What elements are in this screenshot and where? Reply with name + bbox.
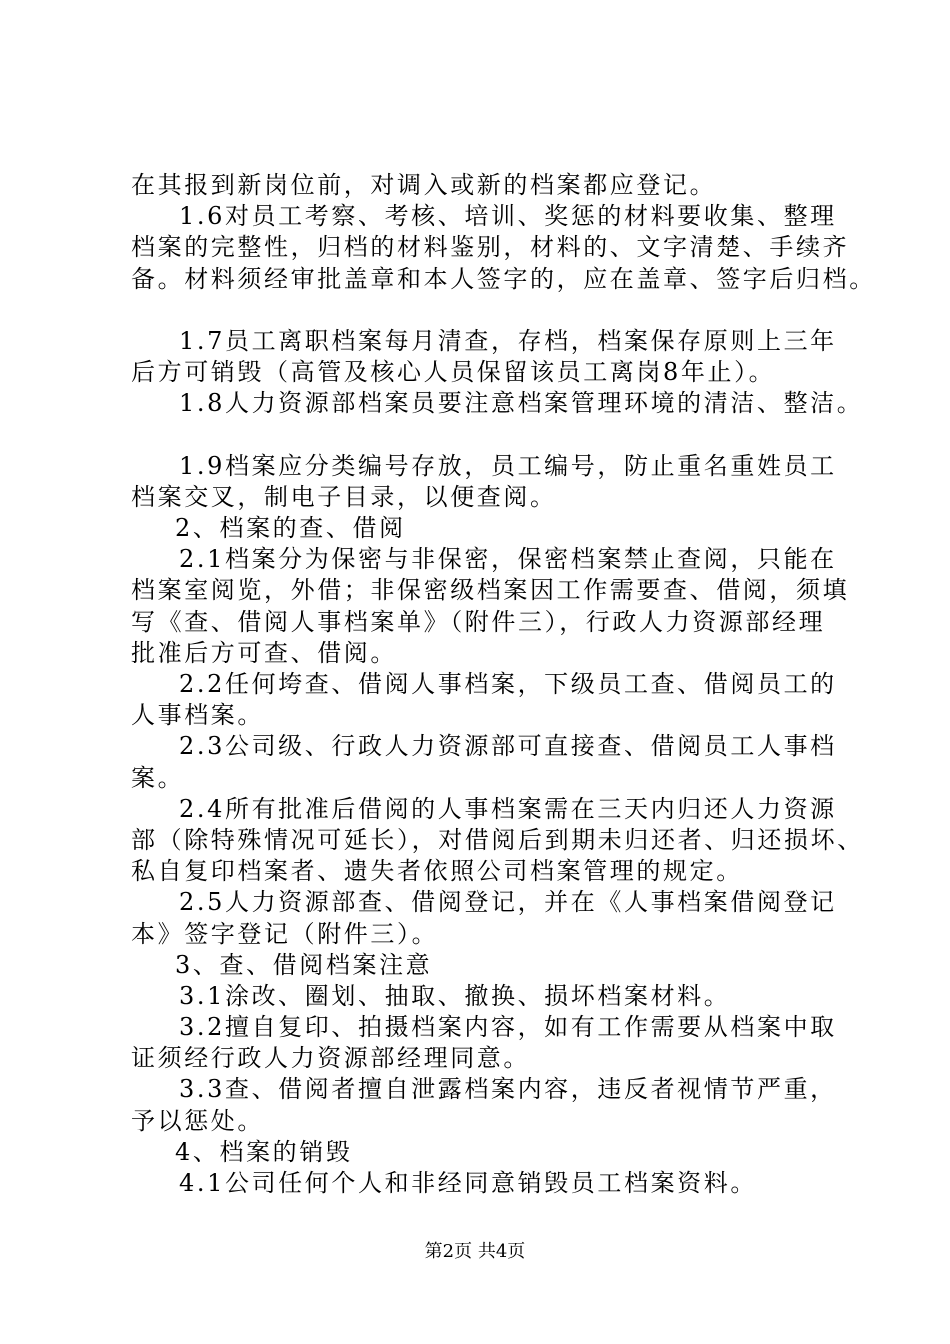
section-2-5: 2.5人力资源部查、借阅登记，并在《人事档案借阅登记: [179, 888, 837, 917]
text-line: 后方可销毁（高管及核心人员保留该员工离岗8年止）。: [131, 358, 776, 387]
text-line: 批准后方可查、借阅。: [131, 638, 397, 667]
section-1-7: 1.7员工离职档案每月清查，存档，档案保存原则上三年: [179, 326, 837, 355]
section-2-3: 2.3公司级、行政人力资源部可直接查、借阅员工人事档: [179, 732, 837, 761]
heading-3: 3、查、借阅档案注意: [175, 950, 433, 979]
section-3-2: 3.2擅自复印、拍摄档案内容，如有工作需要从档案中取: [179, 1013, 837, 1042]
text-line: 档案交叉，制电子目录，以便查阅。: [131, 482, 557, 511]
section-2-4: 2.4所有批准后借阅的人事档案需在三天内归还人力资源: [179, 794, 837, 823]
document-body: [131, 170, 876, 1199]
text-line: 在其报到新岗位前，对调入或新的档案都应登记。: [131, 171, 717, 199]
section-2-2: 2.2任何垮查、借阅人事档案，下级员工查、借阅员工的: [179, 670, 837, 698]
heading-4: 4、档案的销毁: [175, 1137, 353, 1166]
heading-2: 2、档案的查、借阅: [175, 514, 406, 543]
section-1-9: 1.9档案应分类编号存放，员工编号，防止重名重姓员工: [179, 451, 837, 480]
text-line: 档案的完整性，归档的材料鉴别，材料的、文字清楚、手续齐: [131, 233, 850, 262]
section-3-3: 3.3查、借阅者擅自泄露档案内容，违反者视情节严重，: [179, 1075, 837, 1104]
section-1-6: 1.6对员工考察、考核、培训、奖惩的材料要收集、整理: [179, 202, 837, 231]
page-number-footer: 第2页 共4页: [424, 1241, 526, 1262]
paragraph-gap: [131, 295, 851, 326]
text-line: 予以惩处。: [131, 1106, 264, 1135]
text-line: 证须经行政人力资源部经理同意。: [131, 1044, 530, 1073]
section-3-1: 3.1涂改、圈划、抽取、撤换、损坏档案材料。: [179, 981, 731, 1010]
text-line: 部（除特殊情况可延长），对借阅后到期未归还者、归还损坏、: [131, 825, 864, 854]
section-4-1: 4.1公司任何个人和非经同意销毁员工档案资料。: [179, 1169, 757, 1197]
text-line: 私自复印档案者、遗失者依照公司档案管理的规定。: [131, 857, 743, 886]
text-line: 写《查、借阅人事档案单》（附件三），行政人力资源部经理: [131, 607, 826, 636]
text-line: 案。: [131, 763, 185, 792]
text-line: 人事档案。: [131, 701, 264, 730]
section-1-8: 1.8人力资源部档案员要注意档案管理环境的清洁、整洁。: [179, 389, 864, 418]
text-line: 档案室阅览，外借；非保密级档案因工作需要查、借阅，须填: [131, 576, 850, 605]
section-2-1: 2.1档案分为保密与非保密，保密档案禁止查阅，只能在: [179, 545, 837, 574]
text-line: 本》签字登记（附件三）。: [131, 919, 439, 948]
paragraph-gap: [131, 420, 851, 451]
text-line: 备。材料须经审批盖章和本人签字的，应在盖章、签字后归档。: [131, 264, 876, 293]
